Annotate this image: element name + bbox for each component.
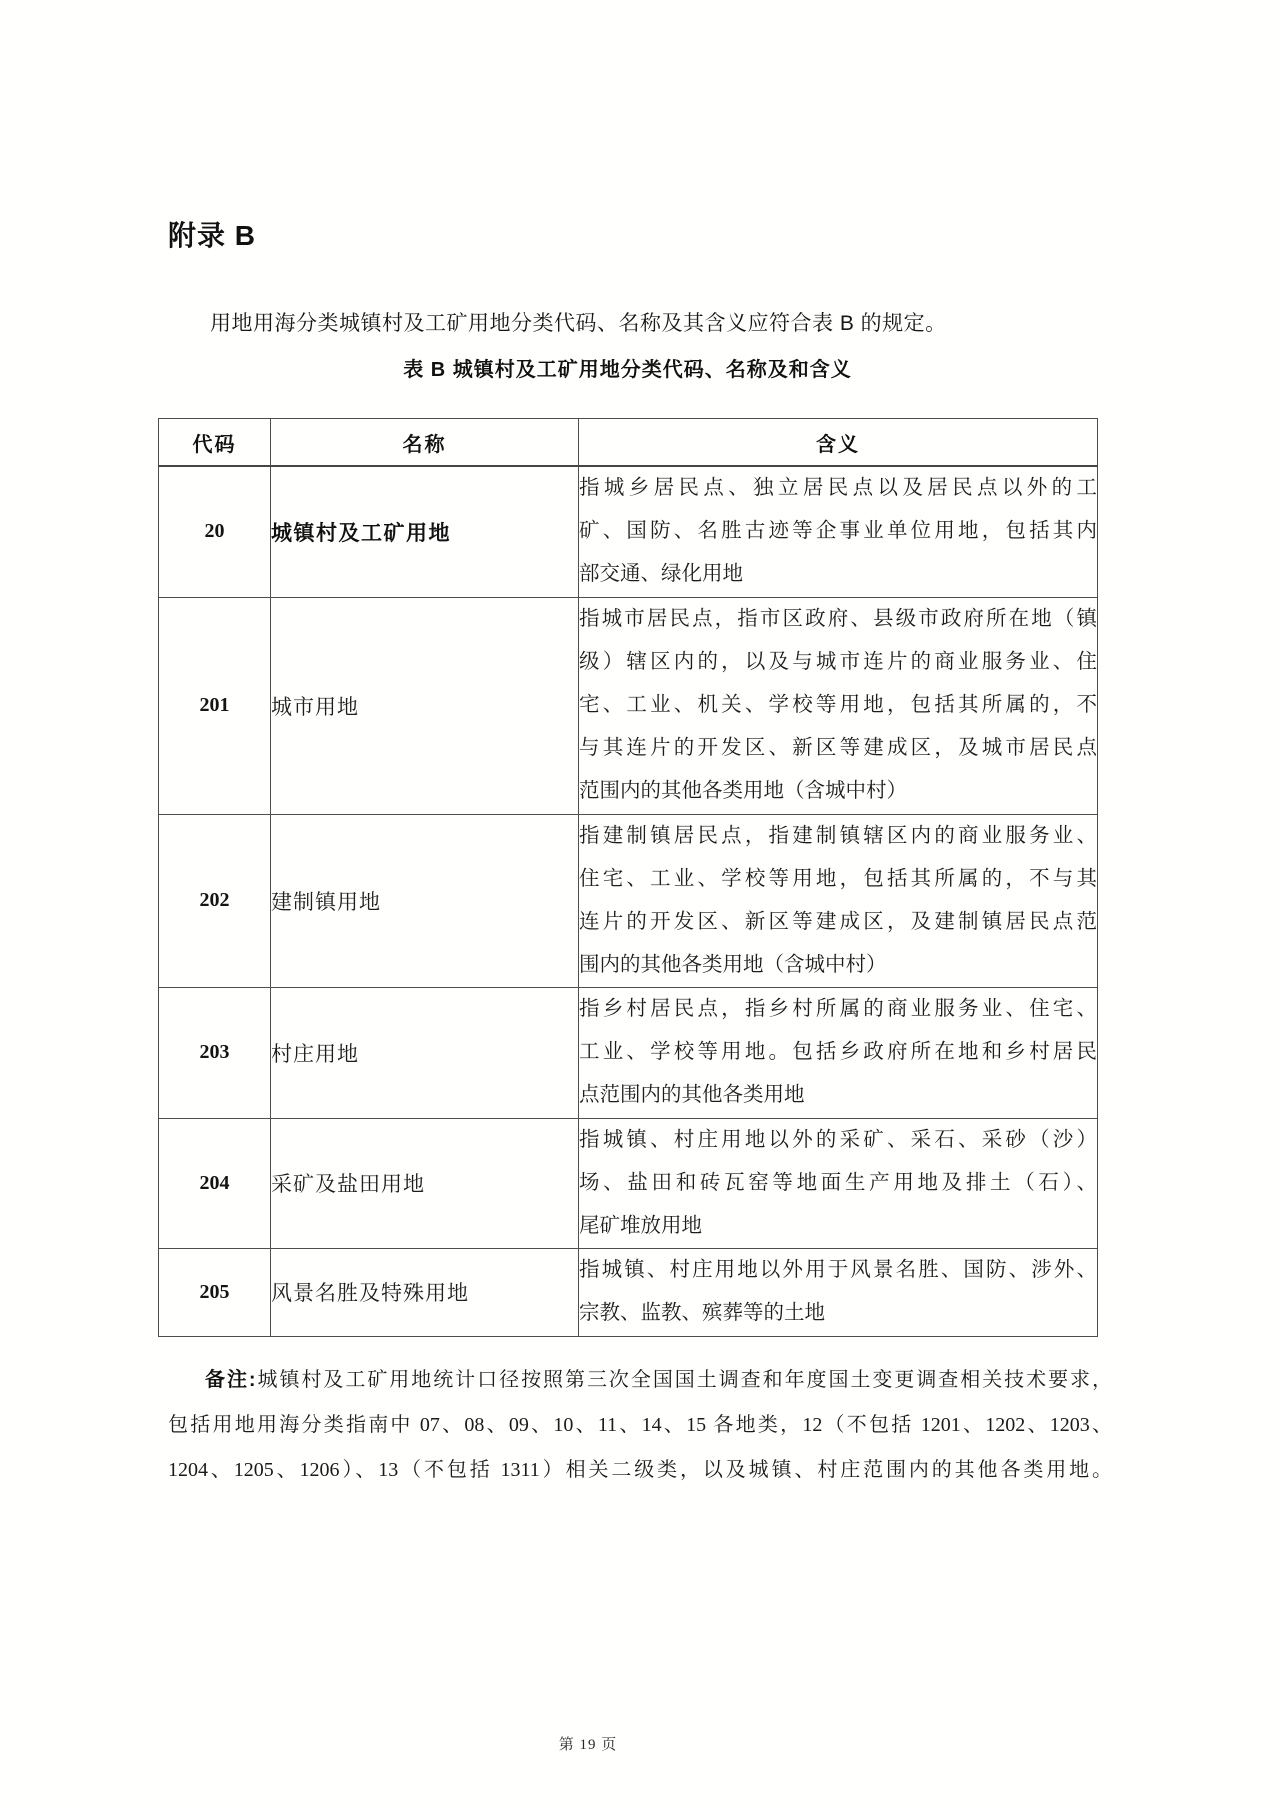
- note-line: 1204、1205、1206）、13（不包括 1311）相关二级类，以及城镇、村庄范围内的其他各类用地。: [168, 1459, 1112, 1481]
- meaning-cell: [579, 814, 1098, 987]
- meaning-line: 部交通、绿化用地: [579, 563, 743, 586]
- col-header-meaning: 含义: [579, 419, 1098, 467]
- table-header-row: [159, 419, 1098, 467]
- name-cell: 城市用地: [271, 597, 579, 814]
- table-row: [159, 987, 1098, 1118]
- note-label: 备注:: [205, 1369, 256, 1391]
- table-row: [159, 814, 1098, 987]
- meaning-line: 住宅、工业、学校等用地，包括其所属的，不与其: [579, 867, 1097, 890]
- classification-table: [158, 418, 1098, 1337]
- meaning-line: 围内的其他各类用地（含城中村）: [579, 953, 887, 976]
- code-cell: 205: [159, 1248, 271, 1336]
- meaning-line: 级）辖区内的，以及与城市连片的商业服务业、住: [579, 651, 1097, 673]
- meaning-line: 与其连片的开发区、新区等建成区，及城市居民点: [579, 737, 1097, 759]
- meaning-cell: [579, 1248, 1098, 1336]
- meaning-line: 范围内的其他各类用地（含城中村）: [579, 780, 907, 802]
- meaning-line: 指城镇、村庄用地以外用于风景名胜、国防、涉外、: [579, 1259, 1097, 1281]
- page-number: 第 19 页: [558, 1737, 618, 1753]
- col-header-code: 代码: [159, 419, 271, 467]
- name-cell: 城镇村及工矿用地: [271, 466, 579, 597]
- meaning-cell: [579, 597, 1098, 814]
- code-cell: 201: [159, 597, 271, 814]
- table-row: [159, 1248, 1098, 1336]
- meaning-line: 点范围内的其他各类用地: [579, 1084, 805, 1106]
- meaning-line: 宗教、监教、殡葬等的土地: [579, 1302, 825, 1324]
- meaning-cell: [579, 466, 1098, 597]
- meaning-line: 指城镇、村庄用地以外的采矿、采石、采砂（沙）: [579, 1128, 1097, 1151]
- table-row: [159, 1118, 1098, 1248]
- name-cell: 建制镇用地: [271, 814, 579, 987]
- code-cell: 203: [159, 987, 271, 1118]
- meaning-line: 场、盐田和砖瓦窑等地面生产用地及排土（石）、: [579, 1171, 1097, 1194]
- code-cell: 204: [159, 1118, 271, 1248]
- note-line: [168, 1358, 1112, 1403]
- table-row: [159, 597, 1098, 814]
- col-header-name: 名称: [271, 419, 579, 467]
- meaning-line: 连片的开发区、新区等建成区，及建制镇居民点范: [579, 910, 1097, 933]
- code-cell: 202: [159, 814, 271, 987]
- table-row: [159, 466, 1098, 597]
- code-cell: 20: [159, 466, 271, 597]
- name-cell: 采矿及盐田用地: [271, 1118, 579, 1248]
- note-block: [168, 1358, 1112, 1493]
- meaning-line: 指城乡居民点、独立居民点以及居民点以外的工: [579, 477, 1097, 500]
- intro-paragraph: 用地用海分类城镇村及工矿用地分类代码、名称及其含义应符合表 B 的规定。: [210, 312, 947, 335]
- meaning-cell: [579, 987, 1098, 1118]
- meaning-line: 宅、工业、机关、学校等用地，包括其所属的，不: [579, 694, 1097, 716]
- meaning-line: 指城市居民点，指市区政府、县级市政府所在地（镇: [579, 608, 1097, 630]
- meaning-cell: [579, 1118, 1098, 1248]
- meaning-line: 尾矿堆放用地: [579, 1214, 702, 1237]
- note-line: 包括用地用海分类指南中 07、08、09、10、11、14、15 各地类，12（不包括 1201、1202、1203、: [168, 1414, 1112, 1436]
- table-title: 表 B 城镇村及工矿用地分类代码、名称及和含义: [403, 359, 852, 381]
- meaning-line: 工业、学校等用地。包括乡政府所在地和乡村居民: [579, 1041, 1097, 1063]
- meaning-line: 指建制镇居民点，指建制镇辖区内的商业服务业、: [579, 824, 1097, 847]
- name-cell: 风景名胜及特殊用地: [271, 1248, 579, 1336]
- appendix-title: 附录 B: [168, 220, 257, 251]
- name-cell: 村庄用地: [271, 987, 579, 1118]
- meaning-line: 指乡村居民点，指乡村所属的商业服务业、住宅、: [579, 998, 1097, 1020]
- meaning-line: 矿、国防、名胜古迹等企事业单位用地，包括其内: [579, 520, 1097, 543]
- note-text: 城镇村及工矿用地统计口径按照第三次全国国土调查和年度国土变更调查相关技术要求，: [255, 1369, 1113, 1391]
